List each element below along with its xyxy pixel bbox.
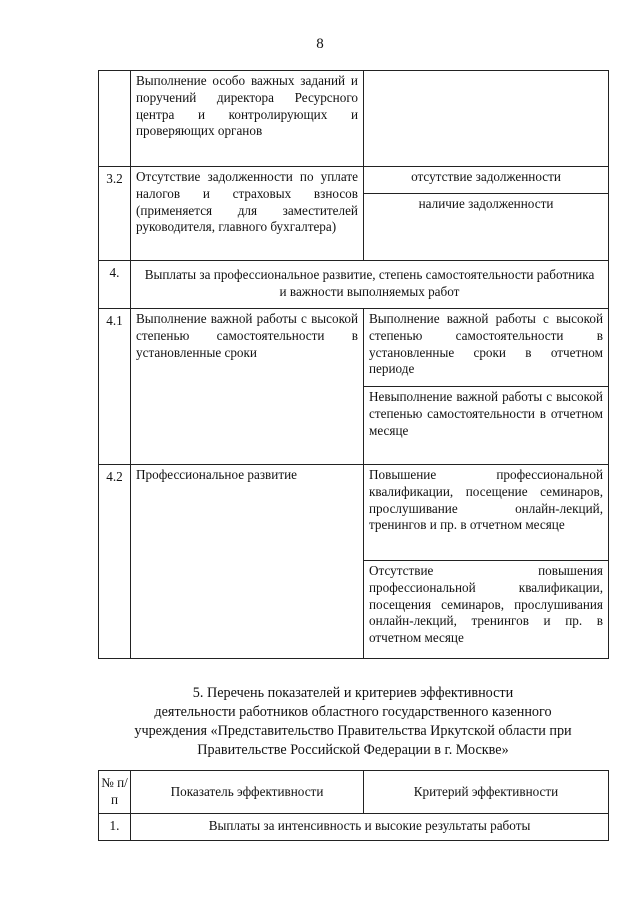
indicator-cell: Отсутствие задолженности по уплате налогов и страховых взносов (применяется для заместителей руководителя, главного бухгалтера) bbox=[131, 167, 364, 261]
section-title-line: 5. Перечень показателей и критериев эффективности bbox=[192, 685, 514, 701]
criterion-cell: Выполнение важной работы с высокой степенью самостоятельности в установленные сроки в отчетном периоде bbox=[364, 309, 609, 387]
header-indicator-cell: Показатель эффективности bbox=[131, 771, 364, 814]
row-number-cell: 4.1 bbox=[99, 309, 131, 465]
indicator-cell: Выполнение особо важных заданий и поручений директора Ресурсного центра и контролирующих и проверяющих органов bbox=[131, 71, 364, 167]
table-row bbox=[99, 71, 609, 167]
table-row bbox=[99, 309, 609, 387]
table-row bbox=[99, 465, 609, 561]
table-row bbox=[99, 814, 609, 841]
section-heading-cell: Выплаты за профессиональное развитие, степень самостоятельности работника и важности выполняемых работ bbox=[131, 261, 609, 309]
criteria-table-section5 bbox=[98, 770, 609, 841]
header-criteria-cell: Критерий эффективности bbox=[364, 771, 609, 814]
section-title-line: Правительстве Российской Федерации в г. Москве» bbox=[197, 742, 509, 758]
row-number-cell: 3.2 bbox=[99, 167, 131, 261]
criterion-cell: наличие задолженности bbox=[364, 194, 609, 261]
table-row bbox=[99, 261, 609, 309]
row-number-cell: 4.2 bbox=[99, 465, 131, 659]
indicator-cell: Профессиональное развитие bbox=[131, 465, 364, 659]
row-number-cell: 1. bbox=[99, 814, 131, 841]
criterion-cell: Невыполнение важной работы с высокой степенью самостоятельности в отчетном месяце bbox=[364, 387, 609, 465]
section-title-line: деятельности работников областного государственного казенного bbox=[154, 704, 552, 720]
table-header-row bbox=[99, 771, 609, 814]
row-number-cell: 4. bbox=[99, 261, 131, 309]
section-title bbox=[98, 684, 608, 760]
header-number-cell: № п/п bbox=[99, 771, 131, 814]
criterion-cell: Повышение профессиональной квалификации, посещение семинаров, прослушивание онлайн-лекций, тренингов и пр. в отчетном месяце bbox=[364, 465, 609, 561]
section-title-line: учреждения «Представительство Правительства Иркутской области при bbox=[134, 723, 572, 739]
page-number: 8 bbox=[316, 36, 324, 52]
table-row bbox=[99, 167, 609, 194]
section-heading-cell: Выплаты за интенсивность и высокие результаты работы bbox=[131, 814, 609, 841]
row-number-cell bbox=[99, 71, 131, 167]
criteria-table-continued bbox=[98, 70, 609, 659]
criterion-cell: отсутствие задолженности bbox=[364, 167, 609, 194]
criterion-cell bbox=[364, 71, 609, 167]
indicator-cell: Выполнение важной работы с высокой степенью самостоятельности в установленные сроки bbox=[131, 309, 364, 465]
criterion-cell: Отсутствие повышения профессиональной квалификации, посещения семинаров, прослушивания онлайн-лекций, тренингов и пр. в отчетном месяце bbox=[364, 561, 609, 659]
